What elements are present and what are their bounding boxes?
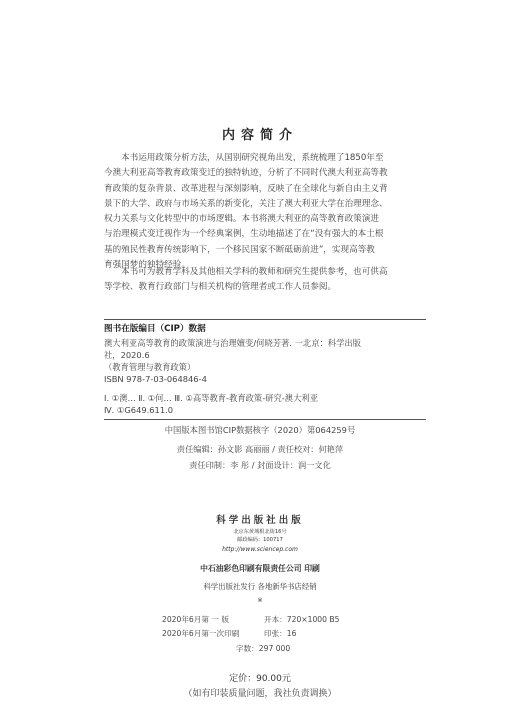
intro-p1-line: 与治理模式变迁视作为一个经典案例，生动地描述了在“没有强大的本土根 [104,229,384,240]
cip-citation-cont: 社，2020.6 [104,350,150,360]
distribution-line: 科学出版社发行 各地新华书店经销 [203,582,317,591]
intro-title: 内容简介 [221,128,298,143]
intro-p1-line: 育政策的复杂背景、改革进程与深刻影响，反映了在全球化与新自由主义背 [104,183,388,194]
price-text: 定价：90.00元 [229,674,291,684]
separator-mark: ※ [257,597,263,604]
cip-series: （教育管理与教育政策） [104,362,196,372]
publisher-address: 北京东黄城根北街16号 [233,529,287,535]
intro-p1-line: 本书运用政策分析方法，从国别研究视角出发，系统梳理了1850年至 [121,153,384,163]
publisher-zip: 邮政编码：100717 [237,537,283,543]
cip-subject-headings: Ⅰ. ①澳… Ⅱ. ①何… Ⅲ. ①高等教育-教育政策-研究-澳大利亚 [104,393,318,403]
printer-name: 中石油彩色印刷有限责任公司 印刷 [200,564,320,573]
printing-text: 2020年6月第一次印刷 [162,629,240,638]
intro-paragraph-2 [104,265,426,296]
cip-isbn: ISBN 978-7-03-064846-4 [104,374,207,384]
format-text: 开本：720×1000 B5 [264,615,340,624]
publisher-website: http://www.sciencep.com [222,546,298,553]
cip-record-number: 中国版本图书馆CIP数据核字（2020）第064259号 [164,425,356,435]
intro-p1-line: 育强国梦的独特经验。 [104,260,190,271]
editors-line-2: 责任印制：李 彤 / 封面设计：润一文化 [189,460,331,470]
cip-heading: 图书在版编目（CIP）数据 [104,324,206,334]
intro-paragraph-1 [104,151,426,273]
editors-line-1: 责任编辑：孙文影 高丽丽 / 责任校对：何艳萍 [176,444,344,454]
intro-p2-line: 本书可为教育学科及其他相关学科的教师和研究生提供参考，也可供高 [121,267,388,277]
sheets-text: 印张：16 [264,629,297,638]
intro-p2-line: 等学校、教育行政部门与相关机构的管理者或工作人员参阅。 [104,282,337,293]
intro-p1-line: 今澳大利亚高等教育政策变迁的独特轨迹，分析了不同时代澳大利亚高等教 [104,168,388,179]
intro-p1-line: 基的殖民性教育传统影响下，一个移民国家不断砥砺前进”，实现高等教 [104,244,375,255]
cip-citation: 澳大利亚高等教育的政策演进与治理嬗变/何晓芳著. 一北京：科学出版 [104,338,361,348]
cip-classification: Ⅳ. ①G649.611.0 [104,405,174,415]
intro-p1-line: 权力关系与文化转型中的市场逻辑。本书将澳大利亚的高等教育政策演进 [104,214,380,225]
cip-top-rule [104,319,426,320]
word-count-text: 字数：297 000 [236,644,291,653]
quality-notice: （如有印装质量问题，我社负责调换） [183,689,337,699]
intro-p1-line: 景下的大学、政府与市场关系的新变化，关注了澳大利亚大学在治理理念、 [104,198,388,209]
edition-text: 2020年6月第 一 版 [162,615,229,624]
publisher-name: 科学出版社出版 [216,515,304,526]
cip-bottom-rule [104,419,426,420]
